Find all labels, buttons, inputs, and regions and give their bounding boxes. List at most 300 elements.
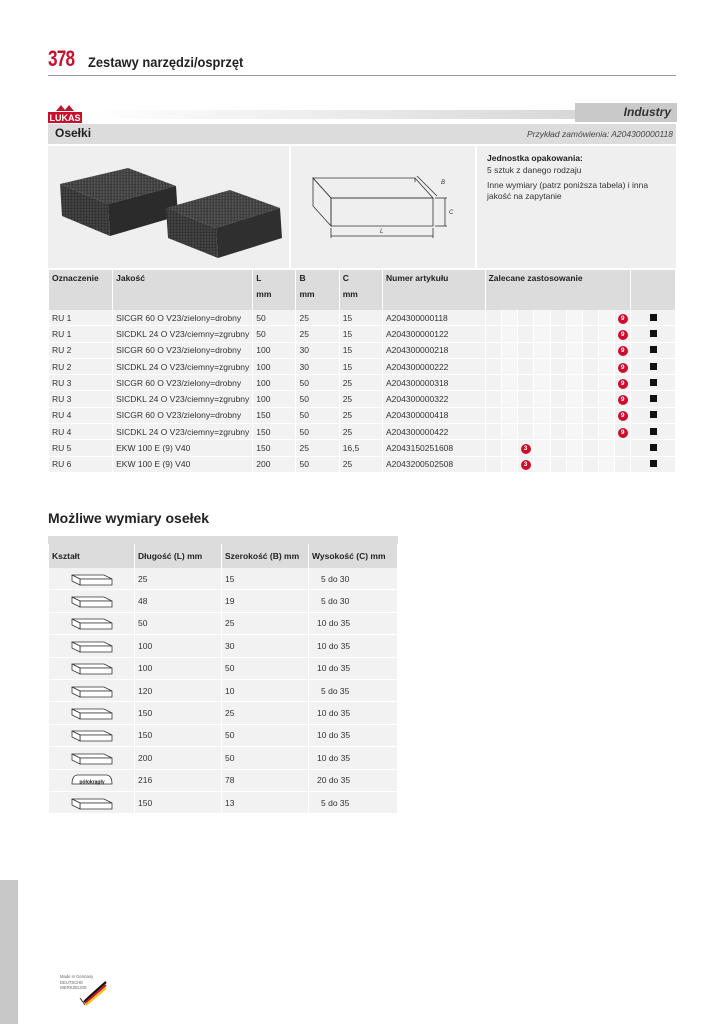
application-cell	[583, 343, 598, 359]
application-badge: 9	[618, 314, 628, 324]
cell-c: 25	[340, 375, 382, 391]
application-cell	[583, 408, 598, 424]
application-cell	[551, 375, 566, 391]
product-row	[49, 375, 675, 391]
cell-width: 25	[222, 702, 308, 724]
cell-shape	[49, 568, 134, 590]
application-cell	[518, 440, 534, 456]
application-cell	[551, 440, 566, 456]
cell-height: 5 do 35	[309, 792, 397, 814]
cell-c: 25	[340, 391, 382, 407]
deutsche-text: DEUTSCHE	[60, 980, 84, 985]
availability-cell	[631, 457, 675, 473]
application-cell	[599, 391, 614, 407]
application-cell	[615, 326, 631, 342]
application-cell	[567, 440, 582, 456]
cell-height: 20 do 35	[309, 770, 397, 792]
application-cell	[551, 310, 566, 326]
industry-tab: Industry	[575, 103, 677, 122]
cell-article: A204300000318	[383, 375, 485, 391]
application-badge: 9	[618, 330, 628, 340]
cell-height: 10 do 35	[309, 635, 397, 657]
rectangular-shape-icon	[70, 615, 114, 631]
availability-cell	[631, 440, 675, 456]
cell-l: 100	[253, 375, 295, 391]
rectangular-shape-icon	[70, 660, 114, 676]
application-cell	[534, 343, 549, 359]
cell-c: 15	[340, 343, 382, 359]
cell-article: A2043150251608	[383, 440, 485, 456]
application-cell	[583, 391, 598, 407]
application-cell	[518, 343, 534, 359]
cell-designation: RU 3	[49, 375, 112, 391]
col-article: Numer artykułu	[383, 270, 485, 310]
rectangular-shape-icon	[70, 795, 114, 811]
cell-shape	[49, 658, 134, 680]
cell-designation: RU 1	[49, 326, 112, 342]
cell-b: 25	[296, 326, 338, 342]
cell-l: 200	[253, 457, 295, 473]
cell-designation: RU 5	[49, 440, 112, 456]
application-cell	[502, 343, 517, 359]
cell-width: 50	[222, 747, 308, 769]
application-cell	[486, 359, 501, 375]
application-cell	[502, 457, 517, 473]
rectangular-shape-icon	[70, 727, 114, 743]
availability-square-icon	[650, 411, 657, 418]
application-cell	[615, 424, 631, 440]
order-example: Przykład zamówienia: A204300000118	[526, 129, 673, 139]
cell-designation: RU 2	[49, 359, 112, 375]
application-cell	[599, 408, 614, 424]
cell-height: 5 do 35	[309, 680, 397, 702]
dimensions-table	[48, 544, 398, 814]
packaging-line: 5 sztuk z danego rodzaju	[487, 165, 582, 175]
application-cell	[534, 375, 549, 391]
cell-quality: SICDKL 24 O V23/ciemny=zgrubny	[113, 359, 252, 375]
dimension-row	[49, 590, 397, 612]
application-badge: 9	[618, 379, 628, 389]
availability-square-icon	[650, 444, 657, 451]
availability-square-icon	[650, 363, 657, 370]
application-cell	[486, 440, 501, 456]
application-cell	[583, 359, 598, 375]
cell-shape	[49, 747, 134, 769]
dimension-row	[49, 658, 397, 680]
application-cell	[534, 310, 549, 326]
application-cell	[567, 359, 582, 375]
application-cell	[502, 408, 517, 424]
made-in-text: Made in Germany	[60, 974, 94, 979]
product-row	[49, 391, 675, 407]
cell-width: 78	[222, 770, 308, 792]
dimension-row	[49, 747, 397, 769]
application-cell	[502, 391, 517, 407]
cell-height: 10 do 35	[309, 702, 397, 724]
availability-square-icon	[650, 395, 657, 402]
application-cell	[534, 440, 549, 456]
product-row	[49, 440, 675, 456]
cell-width: 15	[222, 568, 308, 590]
application-cell	[599, 375, 614, 391]
cell-article: A204300000422	[383, 424, 485, 440]
other-sizes-line: jakość na zapytanie	[487, 191, 562, 201]
application-cell	[599, 424, 614, 440]
cell-width: 25	[222, 613, 308, 635]
half-round-shape-icon	[70, 772, 114, 788]
brand-bar	[88, 110, 596, 119]
application-cell	[567, 310, 582, 326]
application-cell	[486, 326, 501, 342]
cell-shape	[49, 680, 134, 702]
col-shape: Kształt	[49, 544, 134, 568]
cell-c: 25	[340, 424, 382, 440]
application-cell	[567, 326, 582, 342]
dimension-row	[49, 680, 397, 702]
cell-article: A204300000418	[383, 408, 485, 424]
cell-shape	[49, 770, 134, 792]
cell-width: 50	[222, 658, 308, 680]
cell-height: 10 do 35	[309, 725, 397, 747]
werkzeuge-text: WERKZEUGE	[60, 985, 87, 990]
application-cell	[551, 424, 566, 440]
cell-b: 50	[296, 457, 338, 473]
availability-cell	[631, 375, 675, 391]
cell-article: A204300000322	[383, 391, 485, 407]
availability-cell	[631, 326, 675, 342]
application-cell	[599, 310, 614, 326]
product-row	[49, 424, 675, 440]
application-cell	[502, 424, 517, 440]
cell-width: 50	[222, 725, 308, 747]
application-cell	[551, 326, 566, 342]
cell-l: 150	[253, 408, 295, 424]
product-row	[49, 408, 675, 424]
availability-cell	[631, 391, 675, 407]
page-number: 378	[48, 46, 75, 71]
cell-quality: SICDKL 24 O V23/ciemny=zgrubny	[113, 391, 252, 407]
application-cell	[518, 457, 534, 473]
application-badge: 3	[521, 460, 531, 470]
half-round-label: półokrągły	[78, 779, 105, 786]
side-strip	[0, 880, 18, 1024]
application-cell	[583, 457, 598, 473]
cell-l: 50	[253, 326, 295, 342]
application-badge: 9	[618, 395, 628, 405]
cell-length: 150	[135, 702, 221, 724]
application-cell	[486, 408, 501, 424]
rectangular-shape-icon	[70, 683, 114, 699]
application-cell	[518, 408, 534, 424]
section-title: Osełki	[55, 126, 92, 140]
cell-width: 13	[222, 792, 308, 814]
cell-designation: RU 4	[49, 424, 112, 440]
application-cell	[551, 343, 566, 359]
cell-designation: RU 3	[49, 391, 112, 407]
application-cell	[567, 408, 582, 424]
availability-square-icon	[650, 346, 657, 353]
availability-cell	[631, 343, 675, 359]
application-cell	[599, 440, 614, 456]
label-b: B	[441, 180, 446, 186]
cell-c: 16,5	[340, 440, 382, 456]
col-height: Wysokość (C) mm	[309, 544, 397, 568]
cell-b: 50	[296, 391, 338, 407]
application-cell	[486, 391, 501, 407]
dimension-row	[49, 613, 397, 635]
application-cell	[583, 375, 598, 391]
application-cell	[599, 457, 614, 473]
application-cell	[599, 359, 614, 375]
label-c: C	[449, 210, 454, 216]
cell-length: 100	[135, 635, 221, 657]
cell-length: 216	[135, 770, 221, 792]
cell-l: 50	[253, 310, 295, 326]
cell-article: A204300000118	[383, 310, 485, 326]
dimension-row	[49, 568, 397, 590]
application-cell	[486, 424, 501, 440]
application-cell	[615, 343, 631, 359]
cell-c: 25	[340, 408, 382, 424]
cell-length: 50	[135, 613, 221, 635]
application-cell	[534, 424, 549, 440]
product-row	[49, 326, 675, 342]
cell-length: 25	[135, 568, 221, 590]
cell-l: 100	[253, 359, 295, 375]
deutsche-werkzeuge-logo	[56, 972, 110, 1010]
application-cell	[502, 375, 517, 391]
cell-c: 15	[340, 359, 382, 375]
cell-width: 30	[222, 635, 308, 657]
application-cell	[486, 457, 501, 473]
other-sizes-line: Inne wymiary (patrz poniższa tabela) i inna	[487, 180, 649, 190]
application-cell	[502, 310, 517, 326]
cell-quality: SICDKL 24 O V23/ciemny=zgrubny	[113, 424, 252, 440]
col-quality: Jakość	[113, 270, 252, 310]
application-cell	[583, 440, 598, 456]
application-cell	[615, 408, 631, 424]
application-cell	[502, 326, 517, 342]
cell-c: 15	[340, 310, 382, 326]
logo-text: LUKAS	[49, 113, 81, 123]
rectangular-shape-icon	[70, 750, 114, 766]
cell-shape	[49, 613, 134, 635]
application-cell	[567, 391, 582, 407]
cell-length: 120	[135, 680, 221, 702]
cell-quality: EKW 100 E (9) V40	[113, 457, 252, 473]
col-length: Długość (L) mm	[135, 544, 221, 568]
application-cell	[583, 310, 598, 326]
application-cell	[486, 343, 501, 359]
application-cell	[551, 457, 566, 473]
dimension-row	[49, 725, 397, 747]
application-cell	[518, 310, 534, 326]
dimensions-table-header	[49, 544, 397, 568]
application-cell	[615, 310, 631, 326]
cell-b: 50	[296, 408, 338, 424]
cell-quality: SICGR 60 O V23/zielony=drobny	[113, 375, 252, 391]
application-cell	[551, 408, 566, 424]
cell-height: 5 do 30	[309, 590, 397, 612]
product-row	[49, 310, 675, 326]
cell-shape	[49, 590, 134, 612]
header-divider	[48, 75, 676, 76]
application-cell	[518, 424, 534, 440]
application-cell	[502, 440, 517, 456]
cell-designation: RU 6	[49, 457, 112, 473]
application-cell	[518, 375, 534, 391]
application-cell	[615, 440, 631, 456]
cell-b: 30	[296, 359, 338, 375]
cell-article: A204300000218	[383, 343, 485, 359]
application-cell	[486, 375, 501, 391]
availability-square-icon	[650, 379, 657, 386]
cell-article: A2043200502508	[383, 457, 485, 473]
availability-square-icon	[650, 428, 657, 435]
sharpening-stones-illustration	[48, 146, 289, 268]
availability-cell	[631, 359, 675, 375]
application-cell	[615, 359, 631, 375]
cell-shape	[49, 702, 134, 724]
availability-square-icon	[650, 314, 657, 321]
cell-width: 19	[222, 590, 308, 612]
availability-square-icon	[650, 330, 657, 337]
cell-l: 100	[253, 343, 295, 359]
cell-b: 25	[296, 440, 338, 456]
application-cell	[534, 326, 549, 342]
application-cell	[583, 424, 598, 440]
application-cell	[615, 457, 631, 473]
application-cell	[486, 310, 501, 326]
cell-height: 10 do 35	[309, 747, 397, 769]
application-cell	[534, 408, 549, 424]
application-cell	[583, 326, 598, 342]
cell-b: 25	[296, 310, 338, 326]
application-badge: 9	[618, 363, 628, 373]
application-badge: 9	[618, 411, 628, 421]
cell-width: 10	[222, 680, 308, 702]
dimension-row	[49, 792, 397, 814]
page-title: Zestawy narzędzi/osprzęt	[88, 54, 244, 70]
cell-shape	[49, 635, 134, 657]
product-photo	[48, 146, 289, 268]
application-cell	[567, 457, 582, 473]
dimension-row	[49, 635, 397, 657]
application-cell	[599, 343, 614, 359]
dimension-diagram	[291, 146, 475, 268]
rectangular-shape-icon	[70, 705, 114, 721]
col-application: Zalecane zastosowanie	[486, 270, 631, 310]
cell-length: 150	[135, 725, 221, 747]
cell-length: 200	[135, 747, 221, 769]
product-row	[49, 359, 675, 375]
cell-quality: SICGR 60 O V23/zielony=drobny	[113, 310, 252, 326]
cell-article: A204300000222	[383, 359, 485, 375]
cell-designation: RU 1	[49, 310, 112, 326]
cell-height: 10 do 35	[309, 658, 397, 680]
application-cell	[615, 391, 631, 407]
rectangular-shape-icon	[70, 593, 114, 609]
packaging-title: Jednostka opakowania:	[487, 153, 583, 163]
label-l: L	[380, 229, 384, 235]
cell-quality: SICDKL 24 O V23/ciemny=zgrubny	[113, 326, 252, 342]
cell-l: 100	[253, 391, 295, 407]
cell-length: 100	[135, 658, 221, 680]
cell-shape	[49, 792, 134, 814]
cell-c: 25	[340, 457, 382, 473]
cell-quality: SICGR 60 O V23/zielony=drobny	[113, 408, 252, 424]
cell-article: A204300000122	[383, 326, 485, 342]
availability-cell	[631, 408, 675, 424]
cell-height: 10 do 35	[309, 613, 397, 635]
application-cell	[599, 326, 614, 342]
application-cell	[567, 343, 582, 359]
product-row	[49, 343, 675, 359]
cell-b: 50	[296, 375, 338, 391]
cell-shape	[49, 725, 134, 747]
application-badge: 3	[521, 444, 531, 454]
cell-b: 30	[296, 343, 338, 359]
col-extra	[631, 270, 675, 310]
cell-length: 150	[135, 792, 221, 814]
application-cell	[534, 391, 549, 407]
col-l: L mm	[253, 270, 295, 310]
application-cell	[502, 359, 517, 375]
cell-length: 48	[135, 590, 221, 612]
cell-height: 5 do 30	[309, 568, 397, 590]
application-cell	[518, 359, 534, 375]
availability-cell	[631, 310, 675, 326]
dimension-row	[49, 702, 397, 724]
application-cell	[518, 326, 534, 342]
lukas-logo	[46, 104, 84, 124]
cell-b: 50	[296, 424, 338, 440]
col-width: Szerokość (B) mm	[222, 544, 308, 568]
col-b: B mm	[296, 270, 338, 310]
application-cell	[518, 391, 534, 407]
application-cell	[551, 359, 566, 375]
cell-c: 15	[340, 326, 382, 342]
application-cell	[534, 359, 549, 375]
dimensions-bar	[48, 536, 398, 544]
availability-cell	[631, 424, 675, 440]
col-designation: Oznaczenie	[49, 270, 112, 310]
availability-square-icon	[650, 460, 657, 467]
cell-quality: SICGR 60 O V23/zielony=drobny	[113, 343, 252, 359]
cell-designation: RU 2	[49, 343, 112, 359]
rectangular-shape-icon	[70, 571, 114, 587]
application-cell	[567, 375, 582, 391]
application-cell	[551, 391, 566, 407]
possible-dimensions-title: Możliwe wymiary osełek	[48, 510, 210, 526]
rectangular-shape-icon	[70, 638, 114, 654]
cell-quality: EKW 100 E (9) V40	[113, 440, 252, 456]
application-cell	[615, 375, 631, 391]
product-row	[49, 457, 675, 473]
application-cell	[567, 424, 582, 440]
cell-designation: RU 4	[49, 408, 112, 424]
product-table	[48, 270, 676, 473]
application-badge: 9	[618, 428, 628, 438]
application-badge: 9	[618, 346, 628, 356]
dimension-row	[49, 770, 397, 792]
product-table-header	[49, 270, 675, 310]
application-cell	[534, 457, 549, 473]
cell-l: 150	[253, 440, 295, 456]
stone-right	[166, 190, 282, 258]
col-c: C mm	[340, 270, 382, 310]
cell-l: 150	[253, 424, 295, 440]
